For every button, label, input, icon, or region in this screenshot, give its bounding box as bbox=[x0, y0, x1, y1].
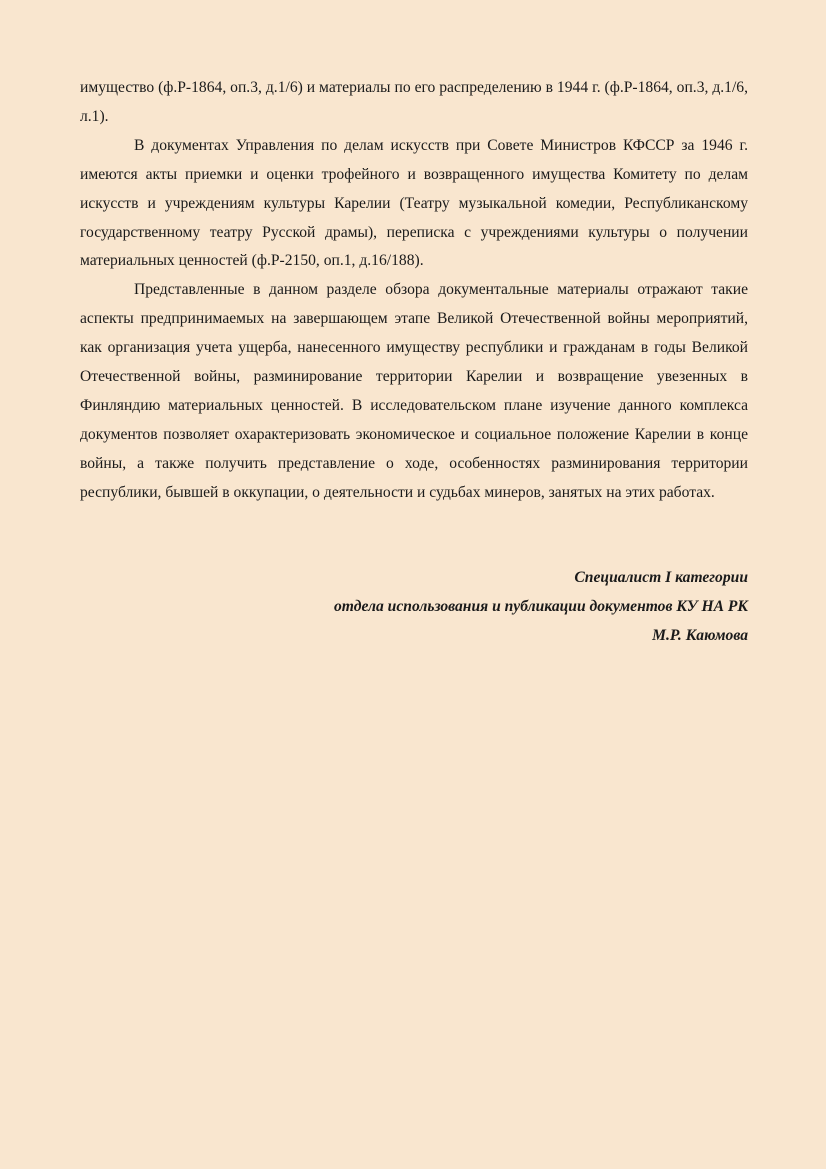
paragraph-summary: Представленные в данном разделе обзора документальные материалы отражают такие аспекты предпринимаемых на завершающем этапе Великой Отечественной войны мероприятий, как организация учета ущерба, нанесенного имуществу республики и гражданам в годы Великой Отечественной войны, разминирование территории Карелии и возвращение увезенных в Финляндию материальных ценностей. В исследовательском плане изучение данного комплекса документов позволяет охарактеризовать экономическое и социальное положение Карелии в конце войны, а также получить представление о ходе, особенностях разминирования территории республики, бывшей в оккупации, о деятельности и судьбах минеров, занятых на этих работах. bbox=[80, 281, 748, 501]
signature-department: отдела использования и публикации документов КУ НА РК bbox=[333, 597, 748, 615]
document-body bbox=[80, 74, 748, 508]
signature-block bbox=[80, 564, 748, 651]
signature-name: М.Р. Каюмова bbox=[652, 626, 748, 644]
paragraph-continuation: имущество (ф.Р-1864, оп.3, д.1/6) и материалы по его распределению в 1944 г. (ф.Р-1864, оп.3, д.1/6, л.1). bbox=[80, 79, 748, 125]
signature-position: Специалист I категории bbox=[574, 569, 748, 586]
paragraph-arts-administration: В документах Управления по делам искусств при Совете Министров КФССР за 1946 г. имеются акты приемки и оценки трофейного и возвращенного имущества Комитету по делам искусств и учреждениям культуры Карелии (Театру музыкальной комедии, Республиканскому государственному театру Русской драмы), переписка с учреждениями культуры о получении материальных ценностей (ф.Р-2150, оп.1, д.16/188). bbox=[80, 136, 748, 270]
